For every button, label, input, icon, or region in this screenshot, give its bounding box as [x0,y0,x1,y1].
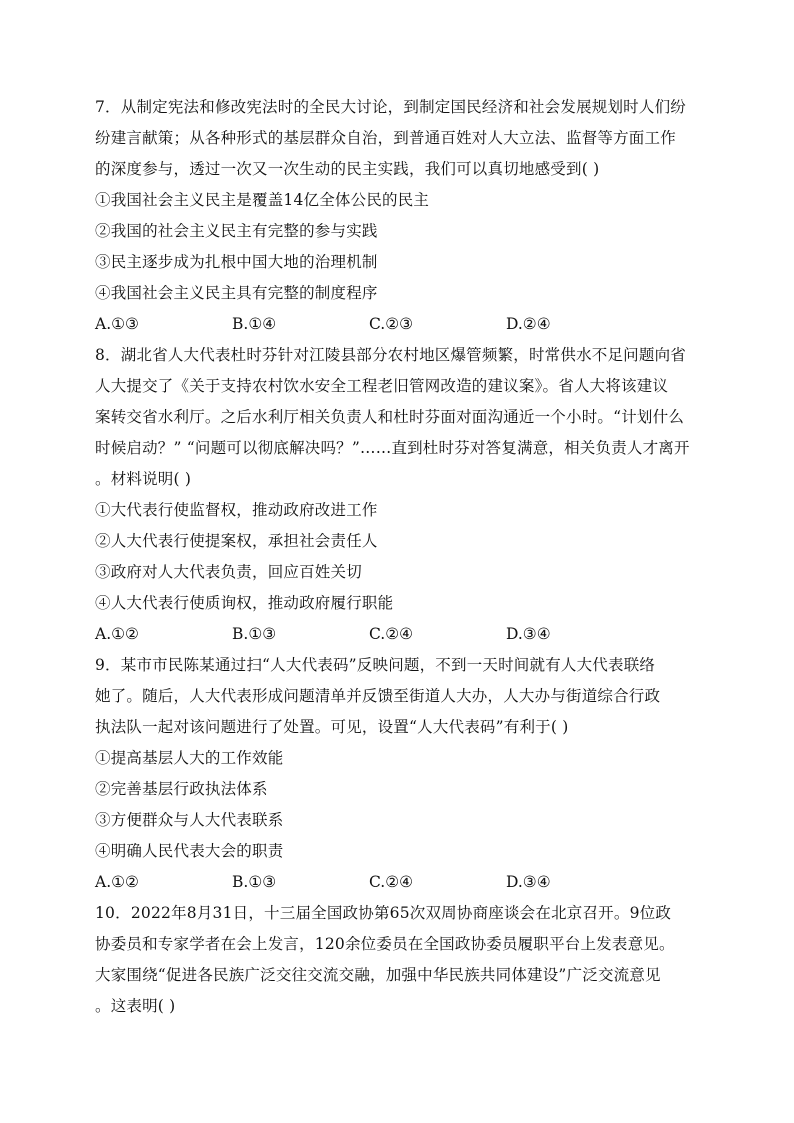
question-8 [95,340,705,650]
statement-item: ③民主逐步成为扎根中国大地的治理机制 [95,253,378,271]
question-stem-line: 人大提交了《关于支持农村饮水安全工程老旧管网改造的建议案》。省人大将该建议 [95,377,669,395]
question-10 [95,898,705,1022]
question-stem-line: 8．湖北省人大代表杜时芬针对江陵县部分农村地区爆管频繁，时常供水不足问题向省 [95,346,686,364]
option-d: D.③④ [506,625,551,643]
answer-options [95,309,705,340]
question-stem-line: 协委员和专家学者在会上发言，120余位委员在全国政协委员履职平台上发表意见。 [95,935,675,953]
statement-item: ②完善基层行政执法体系 [95,780,268,798]
statement-item: ③方便群众与人大代表联系 [95,811,284,829]
question-stem-line: 。材料说明( ) [95,470,192,488]
option-d: D.③④ [506,873,551,891]
statement-item: ①大代表行使监督权，推动政府改进工作 [95,501,378,519]
question-7 [95,92,705,340]
option-a: A.①③ [95,315,139,333]
question-9 [95,650,705,898]
question-stem-line: 。这表明( ) [95,997,176,1015]
answer-options [95,867,705,898]
option-a: A.①② [95,625,139,643]
option-c: C.②③ [369,315,414,333]
question-list [95,92,705,1022]
statement-item: ①我国社会主义民主是覆盖14亿全体公民的民主 [95,191,430,209]
option-c: C.②④ [369,625,414,643]
question-stem-line: 执法队一起对该问题进行了处置。可见，设置“人大代表码”有利于( ) [95,718,569,736]
option-c: C.②④ [369,873,414,891]
statement-item: ④我国社会主义民主具有完整的制度程序 [95,284,378,302]
question-stem-line: 9．某市市民陈某通过扫“人大代表码”反映问题，不到一天时间就有人大代表联络 [95,656,656,674]
statement-item: ④人大代表行使质询权，推动政府履行职能 [95,594,394,612]
statement-item: ④明确人民代表大会的职责 [95,842,284,860]
answer-options [95,619,705,650]
option-d: D.②④ [506,315,551,333]
question-stem-line: 7．从制定宪法和修改宪法时的全民大讨论，到制定国民经济和社会发展规划时人们纷 [95,98,686,116]
question-stem-line: 时候启动？” “问题可以彻底解决吗？”……直到杜时芬对答复满意，相关负责人才离开 [95,439,690,457]
question-stem-line: 纷建言献策；从各种形式的基层群众自治，到普通百姓对人大立法、监督等方面工作 [95,129,676,147]
option-b: B.①③ [232,625,277,643]
statement-item: ①提高基层人大的工作效能 [95,749,284,767]
question-stem-line: 她了。随后，人大代表形成问题清单并反馈至街道人大办，人大办与街道综合行政 [95,687,661,705]
question-stem-line: 10．2022年8月31日，十三届全国政协第65次双周协商座谈会在北京召开。9位政 [95,904,672,922]
statement-item: ②我国的社会主义民主有完整的参与实践 [95,222,378,240]
option-a: A.①② [95,873,139,891]
statement-item: ②人大代表行使提案权，承担社会责任人 [95,532,378,550]
option-b: B.①④ [232,315,277,333]
option-b: B.①③ [232,873,277,891]
question-stem-line: 的深度参与，透过一次又一次生动的民主实践，我们可以真切地感受到( ) [95,160,600,178]
statement-item: ③政府对人大代表负责，回应百姓关切 [95,563,362,581]
question-stem-line: 大家围绕“促进各民族广泛交往交流交融，加强中华民族共同体建设”广泛交流意见 [95,966,661,984]
question-stem-line: 案转交省水利厅。之后水利厅相关负责人和杜时芬面对面沟通近一个小时。“计划什么 [95,408,685,426]
